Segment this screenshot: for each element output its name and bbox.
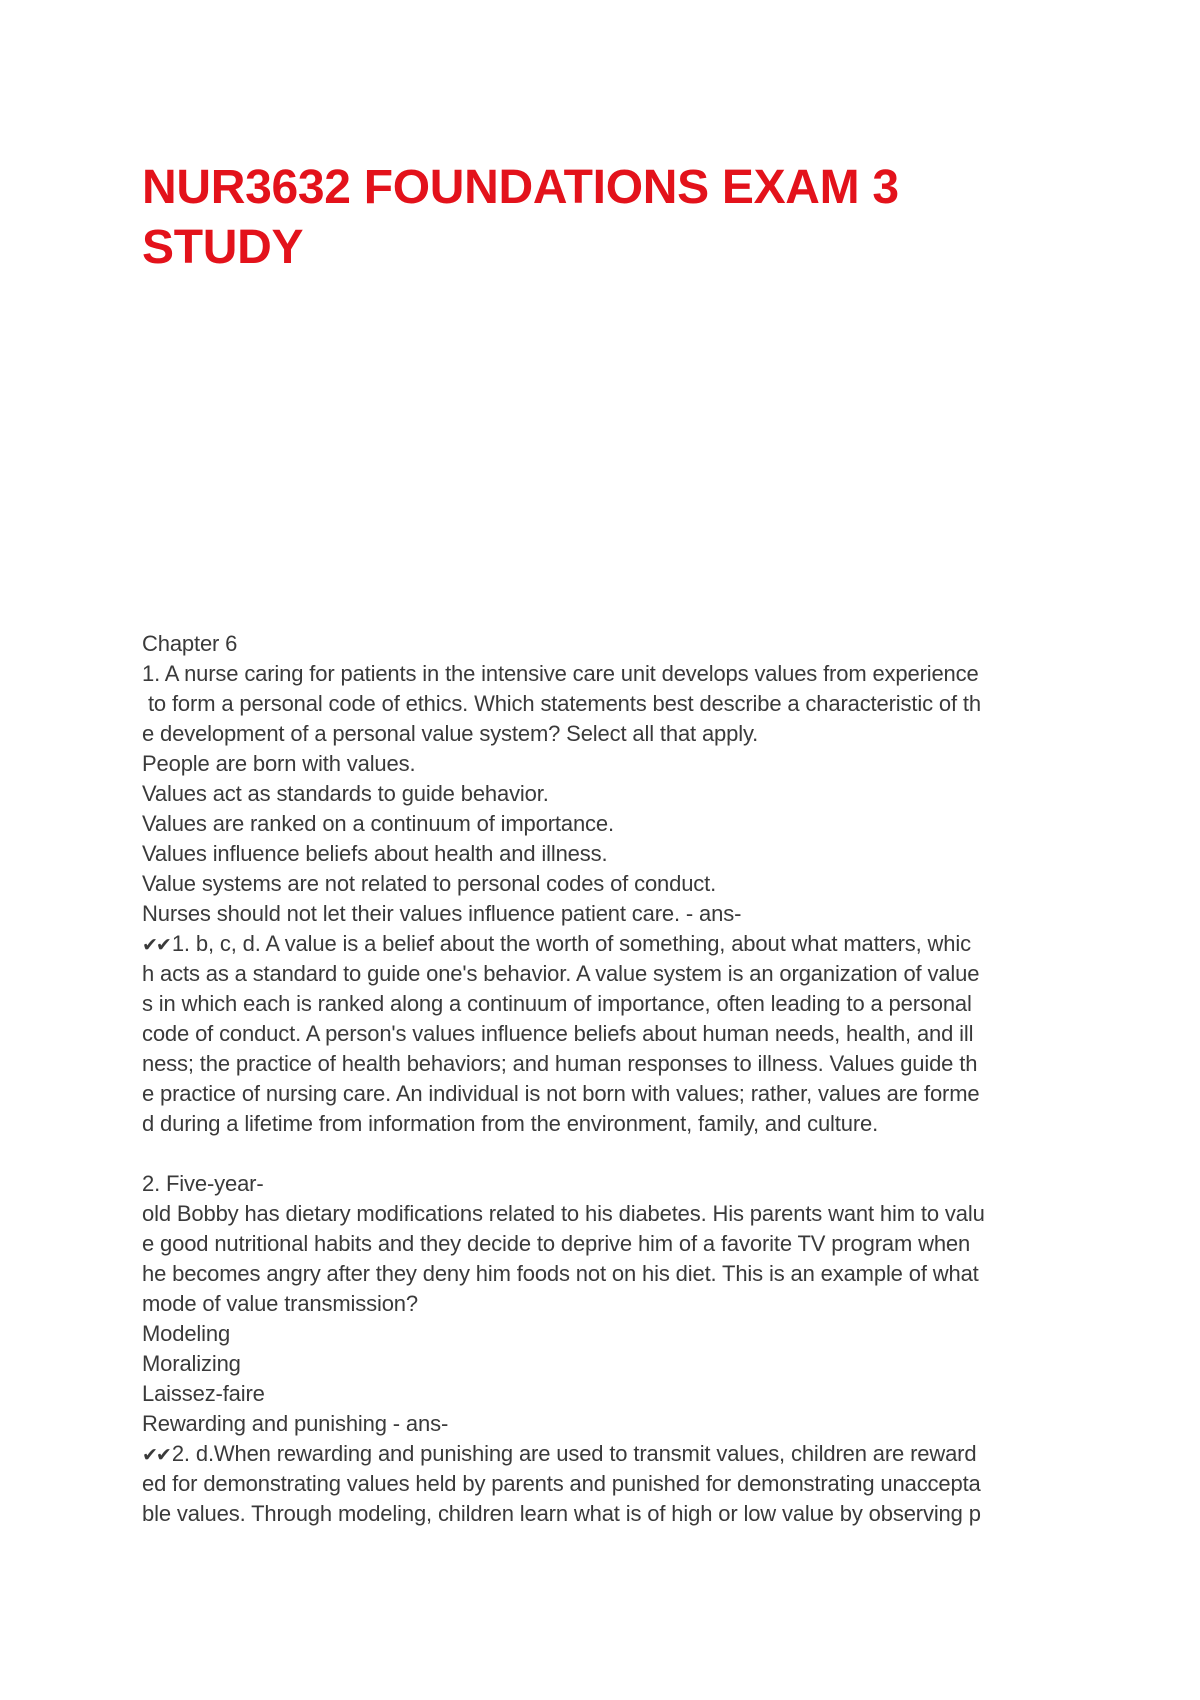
q2-option: Moralizing (142, 1351, 241, 1376)
q2-answer-first-line (142, 1439, 1062, 1469)
q2-stem-line: old Bobby has dietary modifications related to his diabetes. His parents want him to valu (142, 1201, 985, 1226)
paragraph-spacer (142, 1139, 1062, 1169)
double-check-icon: ✔✔ (142, 1444, 170, 1466)
q1-option: Value systems are not related to personal codes of conduct. (142, 871, 717, 896)
document-body (142, 629, 1062, 1529)
q1-answer-line: ness; the practice of health behaviors; and human responses to illness. Values guide th (142, 1051, 978, 1076)
q2-option: Rewarding and punishing - ans- (142, 1411, 449, 1436)
q2-answer-line: ble values. Through modeling, children learn what is of high or low value by observing p (142, 1501, 981, 1526)
q1-answer-text: 1. b, c, d. A value is a belief about the worth of something, about what matters, whic (171, 931, 971, 956)
q1-answer-line: code of conduct. A person's values influence beliefs about human needs, health, and ill (142, 1021, 974, 1046)
q1-answer-line: e practice of nursing care. An individual is not born with values; rather, values are forme (142, 1081, 980, 1106)
q2-stem-line: mode of value transmission? (142, 1291, 418, 1316)
q1-answer-line: h acts as a standard to guide one's behavior. A value system is an organization of value (142, 961, 980, 986)
q2-stem-line: e good nutritional habits and they decide to deprive him of a favorite TV program when (142, 1231, 971, 1256)
q2-stem-line: he becomes angry after they deny him foods not on his diet. This is an example of what (142, 1261, 979, 1286)
q1-answer-line: d during a lifetime from information from the environment, family, and culture. (142, 1111, 879, 1136)
q1-stem-line: e development of a personal value system? Select all that apply. (142, 721, 759, 746)
q1-answer-line: s in which each is ranked along a continuum of importance, often leading to a personal (142, 991, 972, 1016)
q1-option: Values influence beliefs about health and illness. (142, 841, 608, 866)
q1-option: Nurses should not let their values influence patient care. - ans- (142, 901, 742, 926)
q1-option: People are born with values. (142, 751, 416, 776)
title-line-2: STUDY (142, 221, 304, 274)
q1-answer-first-line (142, 929, 1062, 959)
q2-answer-text: 2. d.When rewarding and punishing are used to transmit values, children are reward (171, 1441, 977, 1466)
q1-option: Values are ranked on a continuum of importance. (142, 811, 614, 836)
q1-stem-line: 1. A nurse caring for patients in the intensive care unit develops values from experience (142, 661, 979, 686)
q2-option: Laissez-faire (142, 1381, 265, 1406)
document-title (142, 158, 942, 278)
q2-stem-line: 2. Five-year- (142, 1171, 264, 1196)
double-check-icon: ✔✔ (142, 934, 170, 956)
q2-option: Modeling (142, 1321, 231, 1346)
q2-answer-line: ed for demonstrating values held by parents and punished for demonstrating unaccepta (142, 1471, 981, 1496)
q1-option: Values act as standards to guide behavior. (142, 781, 549, 806)
q1-stem-line: to form a personal code of ethics. Which statements best describe a characteristic of th (142, 691, 981, 716)
title-line-1: NUR3632 FOUNDATIONS EXAM 3 (142, 161, 899, 214)
chapter-heading: Chapter 6 (142, 631, 238, 656)
